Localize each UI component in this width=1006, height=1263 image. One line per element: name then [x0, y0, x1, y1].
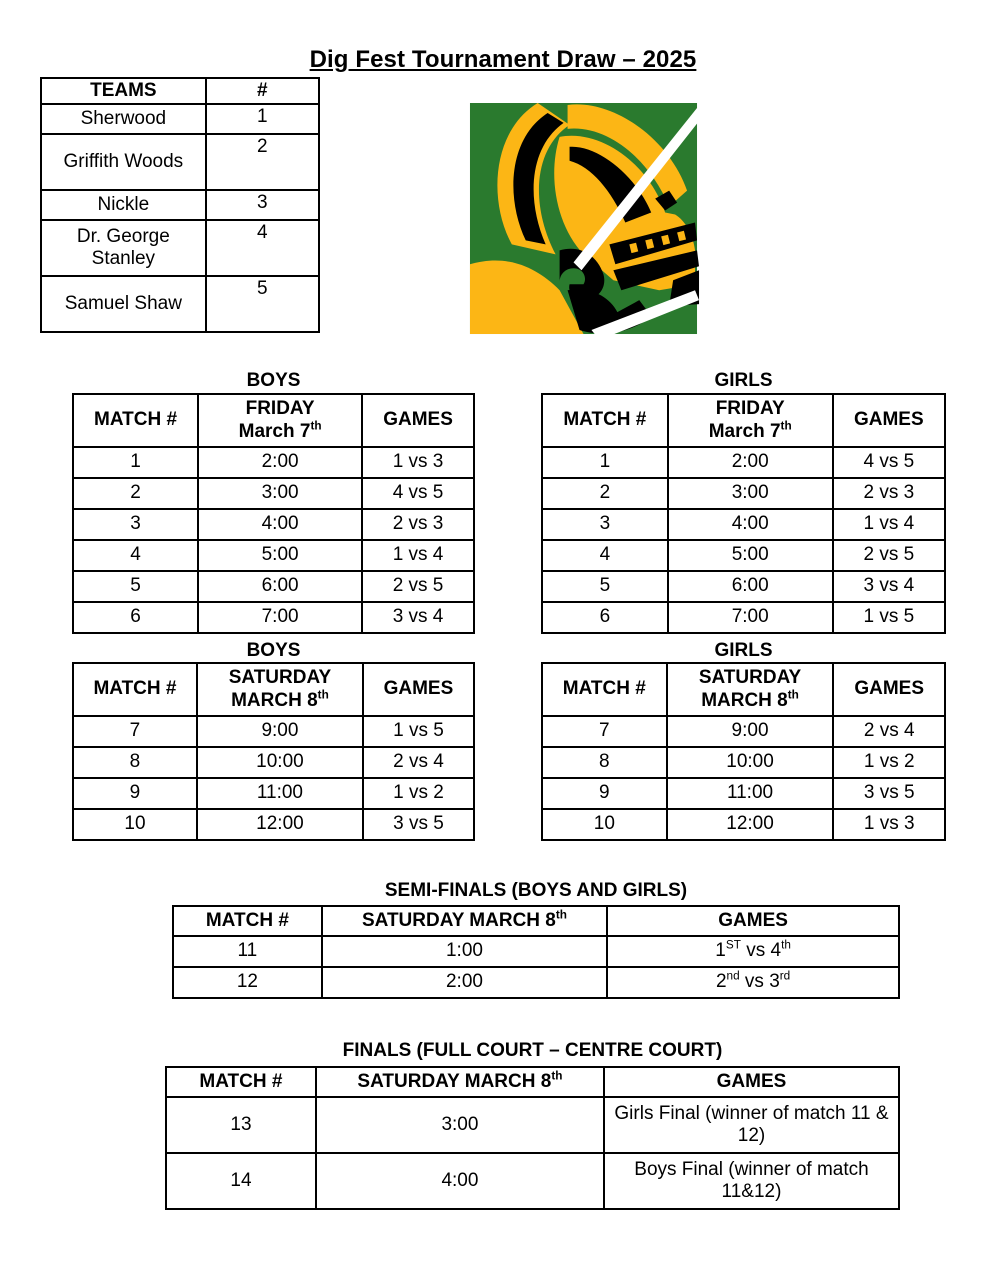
finals-table [165, 1066, 900, 1210]
match-time: 11:00 [197, 778, 363, 809]
table-row [542, 747, 945, 778]
school-mascot-logo [464, 95, 703, 341]
teams-header-name: TEAMS [41, 78, 206, 104]
page-title: Dig Fest Tournament Draw – 2025 [309, 46, 697, 73]
match-number: 4 [542, 540, 668, 571]
versus-label: vs [744, 971, 764, 993]
match-number: 2 [73, 478, 198, 509]
header-day [197, 663, 363, 716]
match-time: 6:00 [198, 571, 362, 602]
seed-b: 3 [769, 971, 780, 993]
match-number: 3 [73, 509, 198, 540]
table-row [73, 447, 474, 478]
match-game: 1 vs 4 [362, 540, 474, 571]
match-number: 8 [73, 747, 197, 778]
match-number: 7 [542, 716, 667, 747]
table-row [41, 276, 319, 332]
match-game: 1 vs 2 [833, 747, 945, 778]
match-number: 5 [73, 571, 198, 602]
match-game: 1 vs 3 [833, 809, 945, 840]
header-match-number: MATCH # [73, 663, 197, 716]
team-number: 2 [206, 134, 319, 190]
match-game: 3 vs 4 [833, 571, 945, 602]
header-day [198, 394, 362, 447]
match-time: 10:00 [197, 747, 363, 778]
table-row [73, 778, 474, 809]
table-row [73, 809, 474, 840]
match-time: 10:00 [667, 747, 834, 778]
seed-a: 2 [715, 971, 727, 993]
match-time: 2:00 [198, 447, 362, 478]
seed-b-ordinal: rd [779, 969, 791, 983]
header-games: GAMES [833, 394, 945, 447]
header-day-ordinal: th [551, 1069, 563, 1083]
header-day [668, 394, 833, 447]
header-day-line1: FRIDAY [715, 398, 785, 420]
table-row [41, 220, 319, 276]
match-game: 2 vs 4 [363, 747, 474, 778]
header-games: GAMES [363, 663, 474, 716]
match-game: 3 vs 5 [833, 778, 945, 809]
table-header-row [73, 663, 474, 716]
table-row [73, 747, 474, 778]
match-game: 2 vs 3 [833, 478, 945, 509]
table-row [166, 1153, 899, 1209]
match-number: 9 [542, 778, 667, 809]
header-day-line2: MARCH 8 [701, 689, 788, 711]
header-day-line2: March 7 [238, 420, 311, 442]
match-time: 3:00 [198, 478, 362, 509]
table-row [542, 478, 945, 509]
match-time: 7:00 [668, 602, 833, 633]
table-row [41, 134, 319, 190]
teams-header-number: # [206, 78, 319, 104]
table-row [542, 571, 945, 602]
header-match-number: MATCH # [542, 663, 667, 716]
match-game: 1 vs 5 [363, 716, 474, 747]
match-game: 3 vs 4 [362, 602, 474, 633]
match-number: 10 [542, 809, 667, 840]
header-day-text: SATURDAY MARCH 8 [361, 909, 556, 931]
girls-friday-schedule-table [541, 393, 946, 634]
team-name: Sherwood [41, 104, 206, 134]
table-row [542, 602, 945, 633]
match-number: 10 [73, 809, 197, 840]
table-row [542, 716, 945, 747]
match-number: 2 [542, 478, 668, 509]
match-time: 5:00 [668, 540, 833, 571]
semi-finals-table [172, 905, 900, 999]
header-games: GAMES [362, 394, 474, 447]
table-row [73, 509, 474, 540]
match-number: 13 [166, 1097, 316, 1153]
header-day [322, 906, 607, 936]
caption-boys-friday: BOYS [246, 370, 301, 391]
caption-boys-saturday: BOYS [246, 640, 301, 661]
table-row [542, 778, 945, 809]
table-header-row [73, 394, 474, 447]
header-day-ordinal: th [780, 419, 792, 433]
versus-label: vs [746, 940, 766, 962]
match-game: 3 vs 5 [363, 809, 474, 840]
table-row [173, 967, 899, 998]
match-game: 2 vs 4 [833, 716, 945, 747]
match-number: 11 [173, 936, 322, 967]
caption-semi-finals: SEMI-FINALS (BOYS AND GIRLS) [384, 880, 688, 901]
team-name: Samuel Shaw [41, 276, 206, 332]
header-match-number: MATCH # [166, 1067, 316, 1097]
table-header-row [166, 1067, 899, 1097]
table-row [73, 716, 474, 747]
match-number: 6 [542, 602, 668, 633]
match-game [607, 967, 899, 998]
match-time: 3:00 [316, 1097, 604, 1153]
table-row [73, 571, 474, 602]
match-number: 1 [542, 447, 668, 478]
match-game: 4 vs 5 [833, 447, 945, 478]
match-number: 12 [173, 967, 322, 998]
table-row [73, 478, 474, 509]
match-time: 4:00 [316, 1153, 604, 1209]
table-row [173, 936, 899, 967]
match-game: 2 vs 5 [833, 540, 945, 571]
match-game: 2 vs 5 [362, 571, 474, 602]
header-games: GAMES [607, 906, 899, 936]
seed-a: 1 [715, 940, 726, 962]
match-number: 8 [542, 747, 667, 778]
match-game: 1 vs 2 [363, 778, 474, 809]
header-day-line2: MARCH 8 [231, 689, 318, 711]
header-match-number: MATCH # [73, 394, 198, 447]
match-number: 7 [73, 716, 197, 747]
header-match-number: MATCH # [173, 906, 322, 936]
girls-saturday-schedule-table [541, 662, 946, 841]
header-day-ordinal: th [555, 908, 567, 922]
table-header-row [542, 663, 945, 716]
match-time: 2:00 [322, 967, 607, 998]
match-number: 1 [73, 447, 198, 478]
header-day-ordinal: th [787, 688, 799, 702]
match-time: 9:00 [197, 716, 363, 747]
team-number: 3 [206, 190, 319, 220]
table-row [542, 809, 945, 840]
header-day [316, 1067, 604, 1097]
boys-friday-schedule-table [72, 393, 475, 634]
header-games: GAMES [833, 663, 945, 716]
match-game: Boys Final (winner of match 11&12) [604, 1153, 899, 1209]
header-day-ordinal: th [310, 419, 322, 433]
match-game [607, 936, 899, 967]
match-time: 4:00 [198, 509, 362, 540]
seed-b-ordinal: th [781, 938, 791, 952]
match-game: 1 vs 4 [833, 509, 945, 540]
header-day-line1: FRIDAY [245, 398, 315, 420]
caption-girls-saturday: GIRLS [714, 640, 773, 661]
teams-table [40, 77, 320, 333]
match-time: 3:00 [668, 478, 833, 509]
match-game: 2 vs 3 [362, 509, 474, 540]
header-day-line2: March 7 [708, 420, 781, 442]
table-row [73, 540, 474, 571]
match-time: 4:00 [668, 509, 833, 540]
team-number: 4 [206, 220, 319, 276]
match-time: 12:00 [667, 809, 834, 840]
match-game: 1 vs 3 [362, 447, 474, 478]
table-row [41, 104, 319, 134]
team-name: Nickle [41, 190, 206, 220]
match-time: 9:00 [667, 716, 834, 747]
header-match-number: MATCH # [542, 394, 668, 447]
match-game: 4 vs 5 [362, 478, 474, 509]
mascot-graphic [464, 95, 703, 341]
table-row [542, 509, 945, 540]
table-row [73, 602, 474, 633]
match-time: 5:00 [198, 540, 362, 571]
match-number: 9 [73, 778, 197, 809]
header-day [667, 663, 834, 716]
match-game: Girls Final (winner of match 11 & 12) [604, 1097, 899, 1153]
match-time: 7:00 [198, 602, 362, 633]
seed-a-ordinal: ST [725, 938, 741, 952]
match-number: 4 [73, 540, 198, 571]
header-day-line1: SATURDAY [698, 667, 802, 689]
caption-girls-friday: GIRLS [714, 370, 773, 391]
match-game: 1 vs 5 [833, 602, 945, 633]
match-number: 6 [73, 602, 198, 633]
team-number: 1 [206, 104, 319, 134]
table-row [166, 1097, 899, 1153]
caption-finals: FINALS (FULL COURT – CENTRE COURT) [342, 1040, 723, 1061]
table-row [41, 190, 319, 220]
table-row [542, 447, 945, 478]
table-row [542, 540, 945, 571]
match-time: 12:00 [197, 809, 363, 840]
header-games: GAMES [604, 1067, 899, 1097]
header-day-ordinal: th [317, 688, 329, 702]
header-day-text: SATURDAY MARCH 8 [357, 1070, 552, 1092]
table-header-row [542, 394, 945, 447]
team-number: 5 [206, 276, 319, 332]
match-number: 14 [166, 1153, 316, 1209]
match-time: 1:00 [322, 936, 607, 967]
header-day-line1: SATURDAY [228, 667, 332, 689]
table-header-row [173, 906, 899, 936]
table-header-row [41, 78, 319, 104]
seed-a-ordinal: nd [726, 969, 740, 983]
seed-b: 4 [770, 940, 782, 962]
team-name: Dr. George Stanley [41, 220, 206, 276]
match-time: 6:00 [668, 571, 833, 602]
match-time: 2:00 [668, 447, 833, 478]
boys-saturday-schedule-table [72, 662, 475, 841]
match-number: 5 [542, 571, 668, 602]
match-time: 11:00 [667, 778, 834, 809]
team-name: Griffith Woods [41, 134, 206, 190]
match-number: 3 [542, 509, 668, 540]
